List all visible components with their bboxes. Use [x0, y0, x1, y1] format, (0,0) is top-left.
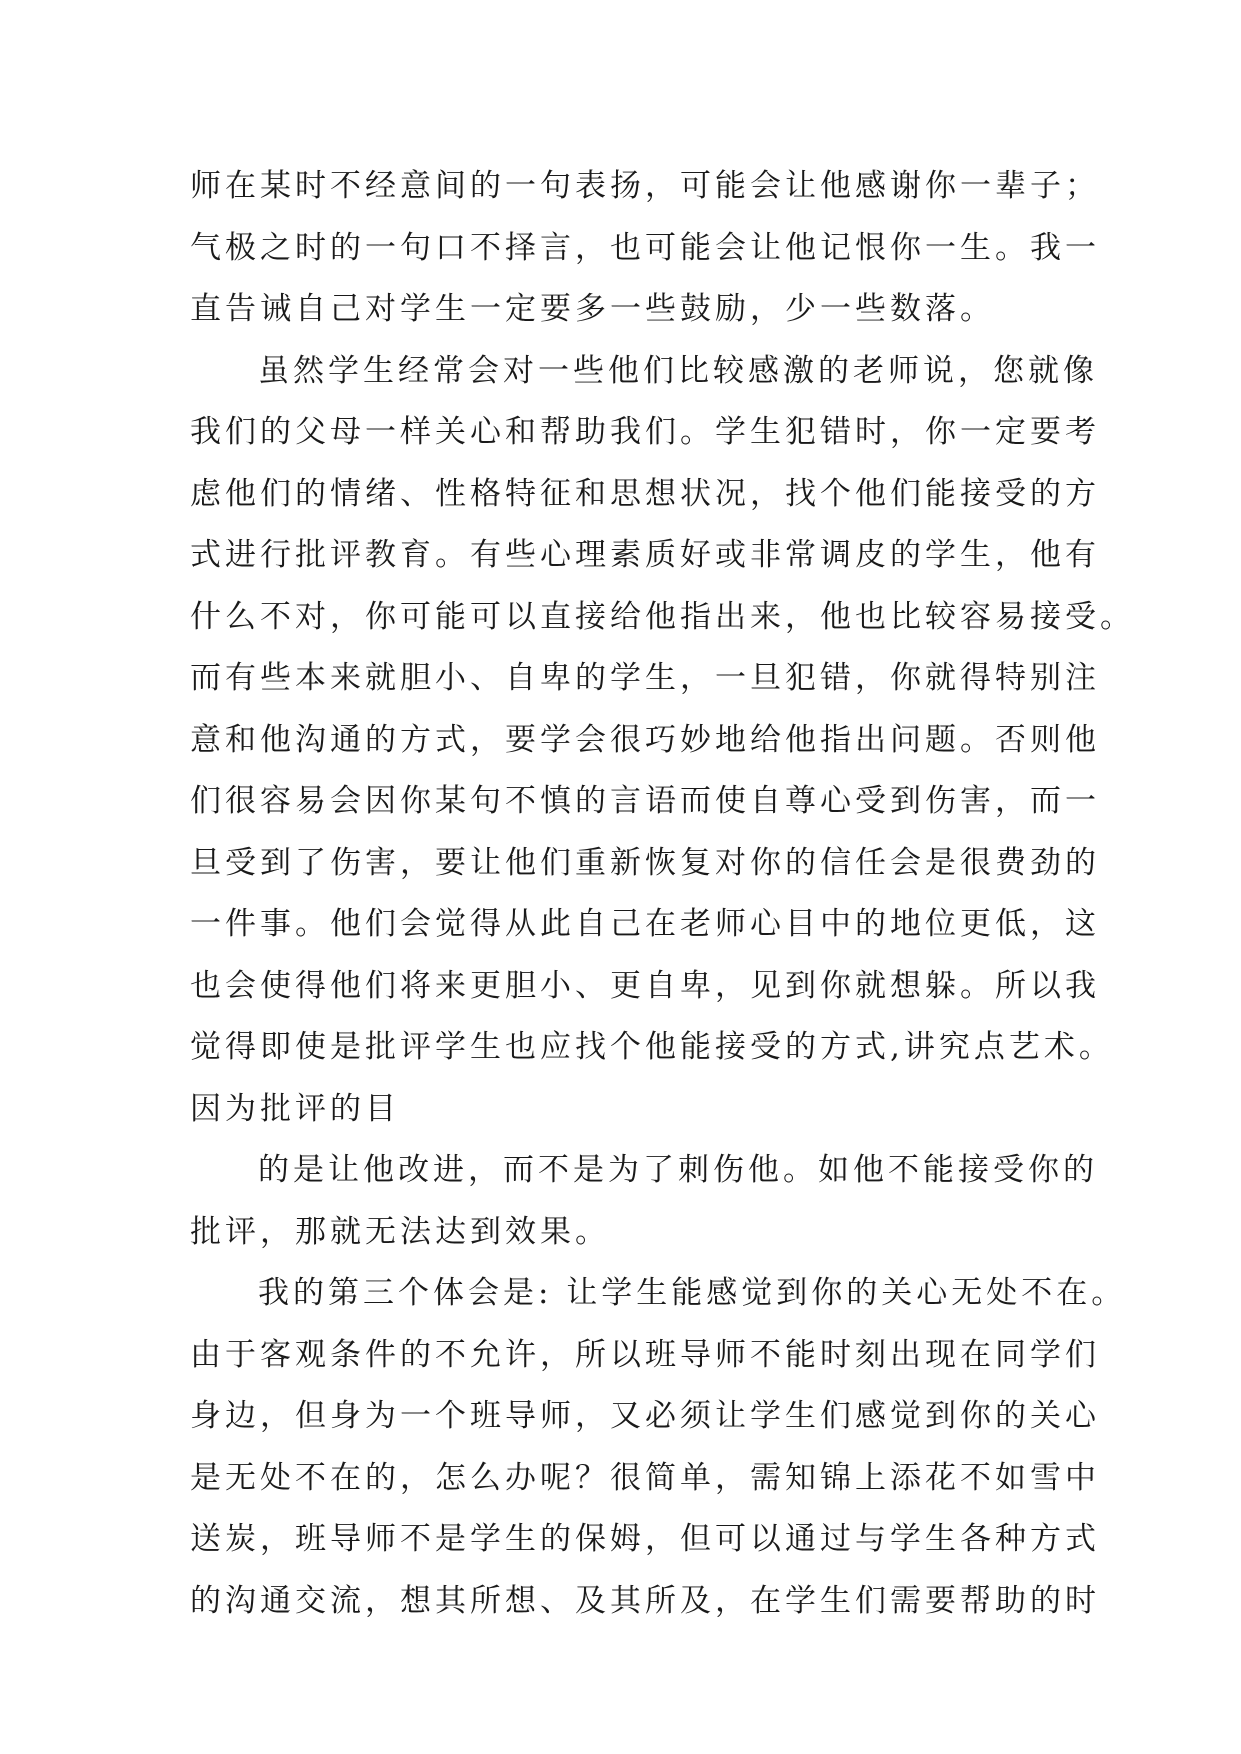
text-line: 由于客观条件的不允许，所以班导师不能时刻出现在同学们: [190, 1336, 1100, 1373]
text-line: 因为批评的目: [190, 1090, 400, 1127]
text-line: 身边，但身为一个班导师，又必须让学生们感觉到你的关心: [190, 1398, 1100, 1434]
text-line: 师在某时不经意间的一句表扬，可能会让他感谢你一辈子；: [190, 168, 1100, 204]
text-line: 意和他沟通的方式，要学会很巧妙地给他指出问题。否则他: [190, 721, 1100, 758]
text-line: 的沟通交流，想其所想、及其所及，在学生们需要帮助的时: [190, 1582, 1100, 1619]
text-line: 什么不对，你可能可以直接给他指出来，他也比较容易接受。: [190, 598, 1135, 635]
body-text: [190, 156, 1135, 1632]
text-line: 式进行批评教育。有些心理素质好或非常调皮的学生，他有: [190, 537, 1100, 573]
text-line: 虑他们的情绪、性格特征和思想状况，找个他们能接受的方: [190, 475, 1100, 512]
text-line: 一件事。他们会觉得从此自己在老师心目中的地位更低，这: [190, 906, 1100, 942]
text-line: 们很容易会因你某句不慎的言语而使自尊心受到伤害，而一: [190, 783, 1100, 819]
text-line: 的是让他改进，而不是为了刺伤他。如他不能接受你的: [258, 1152, 1098, 1188]
text-line: 也会使得他们将来更胆小、更自卑，见到你就想躲。所以我: [190, 967, 1100, 1004]
text-line: 直告诫自己对学生一定要多一些鼓励，少一些数落。: [190, 291, 995, 327]
text-line: 而有些本来就胆小、自卑的学生，一旦犯错，你就得特别注: [190, 660, 1100, 696]
text-line: 我的第三个体会是: 让学生能感觉到你的关心无处不在。: [258, 1275, 1127, 1311]
text-line: 是无处不在的，怎么办呢？很简单，需知锦上添花不如雪中: [190, 1459, 1100, 1496]
text-line: 虽然学生经常会对一些他们比较感激的老师说，您就像: [258, 352, 1098, 389]
text-line: 觉得即使是批评学生也应找个他能接受的方式,讲究点艺术。: [190, 1029, 1114, 1065]
text-line: 我们的父母一样关心和帮助我们。学生犯错时，你一定要考: [190, 414, 1100, 450]
text-line: 批评，那就无法达到效果。: [190, 1213, 610, 1250]
text-line: 气极之时的一句口不择言，也可能会让他记恨你一生。我一: [190, 229, 1100, 266]
text-line: 旦受到了伤害，要让他们重新恢复对你的信任会是很费劲的: [190, 844, 1100, 881]
text-line: 送炭，班导师不是学生的保姆，但可以通过与学生各种方式: [190, 1521, 1100, 1557]
